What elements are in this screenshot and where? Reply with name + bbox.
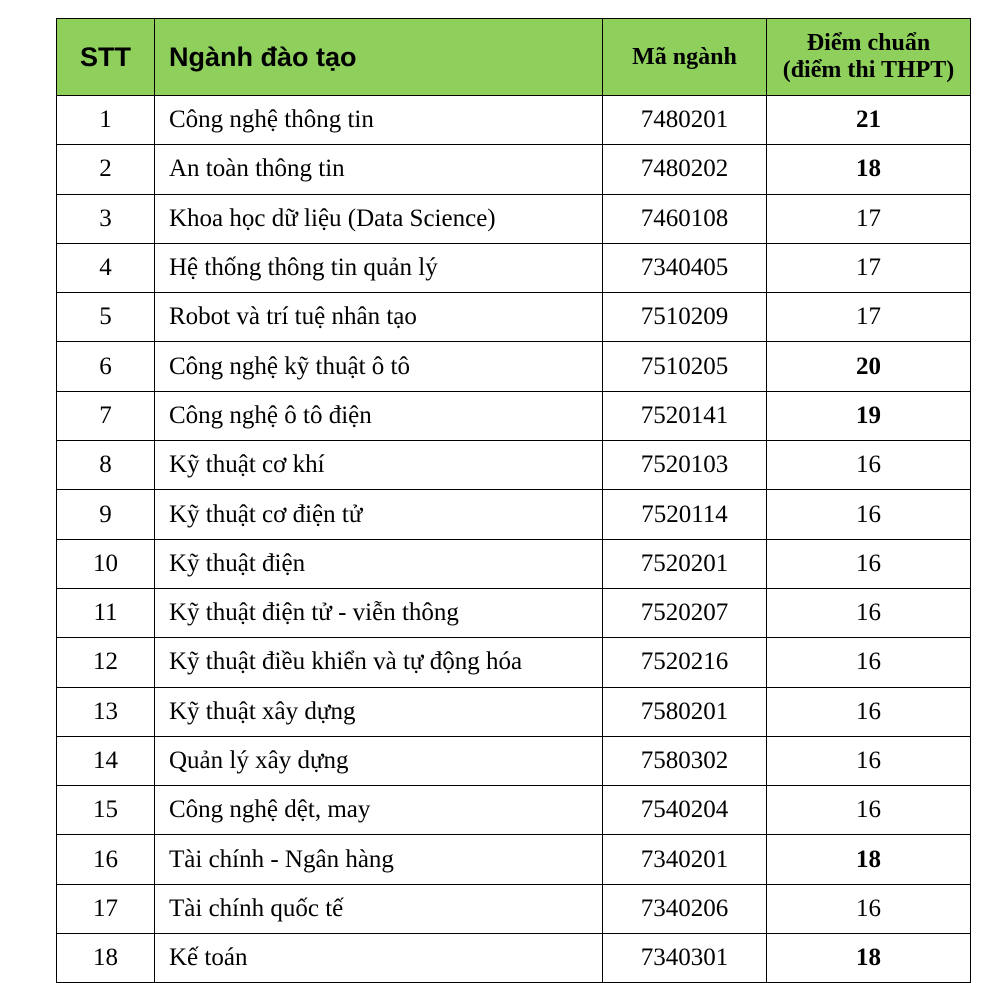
cell-program-code: 7510209 <box>603 293 767 342</box>
cell-score: 16 <box>767 884 971 933</box>
table-row <box>57 736 971 785</box>
cell-program-name: Tài chính quốc tế <box>155 884 603 933</box>
cell-program-code: 7540204 <box>603 786 767 835</box>
table-row <box>57 588 971 637</box>
table-row <box>57 96 971 145</box>
cell-program-name: Hệ thống thông tin quản lý <box>155 243 603 292</box>
cell-score: 18 <box>767 835 971 884</box>
table-body <box>57 96 971 983</box>
cell-program-name: Công nghệ dệt, may <box>155 786 603 835</box>
cell-score: 21 <box>767 96 971 145</box>
cell-program-name: Robot và trí tuệ nhân tạo <box>155 293 603 342</box>
cell-program-code: 7580201 <box>603 687 767 736</box>
cell-score: 18 <box>767 934 971 983</box>
header-program: Ngành đào tạo <box>155 19 603 96</box>
cell-program-code: 7520103 <box>603 441 767 490</box>
cell-program-code: 7520114 <box>603 490 767 539</box>
cell-stt: 1 <box>57 96 155 145</box>
cell-program-name: Khoa học dữ liệu (Data Science) <box>155 194 603 243</box>
cell-score: 17 <box>767 243 971 292</box>
cell-program-name: Kỹ thuật điện tử - viễn thông <box>155 588 603 637</box>
table-row <box>57 391 971 440</box>
cell-program-name: Công nghệ thông tin <box>155 96 603 145</box>
table-row <box>57 687 971 736</box>
table-row <box>57 884 971 933</box>
cell-stt: 11 <box>57 588 155 637</box>
table-row <box>57 934 971 983</box>
cell-stt: 4 <box>57 243 155 292</box>
header-code: Mã ngành <box>603 19 767 96</box>
header-score <box>767 19 971 96</box>
table-row <box>57 539 971 588</box>
cell-stt: 18 <box>57 934 155 983</box>
cell-program-name: Kỹ thuật cơ điện tử <box>155 490 603 539</box>
cell-program-code: 7460108 <box>603 194 767 243</box>
cell-program-code: 7520207 <box>603 588 767 637</box>
table-row <box>57 243 971 292</box>
cell-stt: 10 <box>57 539 155 588</box>
cell-stt: 17 <box>57 884 155 933</box>
table-row <box>57 490 971 539</box>
cell-program-code: 7480201 <box>603 96 767 145</box>
table-row <box>57 293 971 342</box>
cell-score: 17 <box>767 293 971 342</box>
cell-stt: 7 <box>57 391 155 440</box>
cell-program-code: 7480202 <box>603 145 767 194</box>
header-score-line2: (điểm thi THPT) <box>782 57 955 83</box>
cell-score: 16 <box>767 786 971 835</box>
cell-stt: 14 <box>57 736 155 785</box>
table-row <box>57 194 971 243</box>
cell-program-name: Tài chính - Ngân hàng <box>155 835 603 884</box>
cell-stt: 5 <box>57 293 155 342</box>
cell-score: 16 <box>767 638 971 687</box>
cell-program-name: Kỹ thuật xây dựng <box>155 687 603 736</box>
cell-program-name: Kỹ thuật điều khiển và tự động hóa <box>155 638 603 687</box>
cell-score: 20 <box>767 342 971 391</box>
cell-program-code: 7520141 <box>603 391 767 440</box>
cell-stt: 2 <box>57 145 155 194</box>
cell-score: 16 <box>767 490 971 539</box>
cell-program-code: 7340206 <box>603 884 767 933</box>
cell-score: 16 <box>767 736 971 785</box>
cell-score: 16 <box>767 588 971 637</box>
cell-stt: 3 <box>57 194 155 243</box>
cell-program-name: Kỹ thuật điện <box>155 539 603 588</box>
cell-stt: 15 <box>57 786 155 835</box>
cell-program-name: Kế toán <box>155 934 603 983</box>
cell-program-name: Công nghệ kỹ thuật ô tô <box>155 342 603 391</box>
cell-stt: 8 <box>57 441 155 490</box>
cell-program-code: 7340301 <box>603 934 767 983</box>
table-row <box>57 835 971 884</box>
table-row <box>57 441 971 490</box>
header-score-line1: Điểm chuẩn <box>806 30 931 56</box>
cell-score: 16 <box>767 441 971 490</box>
table-row <box>57 342 971 391</box>
cell-program-name: Công nghệ ô tô điện <box>155 391 603 440</box>
table-row <box>57 786 971 835</box>
table-row <box>57 638 971 687</box>
cell-stt: 16 <box>57 835 155 884</box>
admission-scores-table <box>56 18 971 983</box>
header-stt: STT <box>57 19 155 96</box>
cell-program-code: 7340405 <box>603 243 767 292</box>
cell-program-name: Kỹ thuật cơ khí <box>155 441 603 490</box>
table-header-row <box>57 19 971 96</box>
cell-stt: 6 <box>57 342 155 391</box>
cell-score: 16 <box>767 539 971 588</box>
cell-program-code: 7510205 <box>603 342 767 391</box>
cell-score: 19 <box>767 391 971 440</box>
cell-score: 18 <box>767 145 971 194</box>
cell-program-code: 7580302 <box>603 736 767 785</box>
cell-stt: 12 <box>57 638 155 687</box>
cell-program-code: 7520201 <box>603 539 767 588</box>
cell-stt: 13 <box>57 687 155 736</box>
cell-stt: 9 <box>57 490 155 539</box>
cell-score: 17 <box>767 194 971 243</box>
cell-program-code: 7340201 <box>603 835 767 884</box>
cell-program-code: 7520216 <box>603 638 767 687</box>
cell-program-name: Quản lý xây dựng <box>155 736 603 785</box>
cell-score: 16 <box>767 687 971 736</box>
table-row <box>57 145 971 194</box>
cell-program-name: An toàn thông tin <box>155 145 603 194</box>
